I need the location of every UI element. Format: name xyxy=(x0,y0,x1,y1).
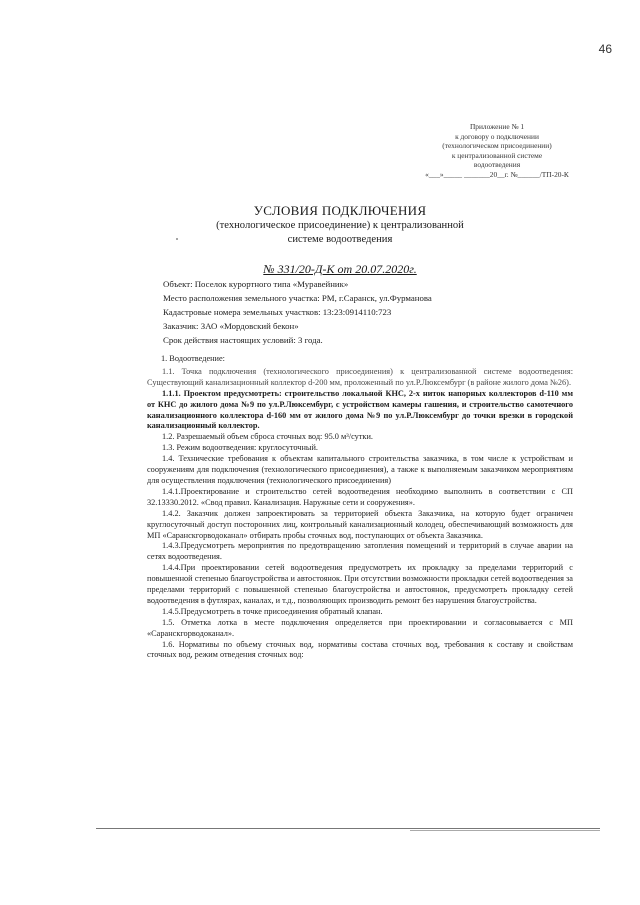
appendix-line: «___»_____ _______20__г. №______/ТП-20-К xyxy=(425,169,569,179)
document-subtitle-line-2: системе водоотведения xyxy=(287,233,393,245)
document-title-block xyxy=(150,203,530,246)
appendix-line: (технологическом присоединении) xyxy=(442,141,552,151)
document-subtitle-line-1: (технологическое присоединение) к централизованной xyxy=(216,220,464,231)
appendix-header xyxy=(392,122,602,180)
document-body xyxy=(147,351,573,661)
paragraph-1-1-1: 1.1.1. Проектом предусмотреть: строительство локальной КНС, 2-х ниток напорных коллекторов d-110 мм от КНС до жилого дома №9 по ул.Р.Люксембург, с устройством камеры гашения, и строительство самотечного канализационного коллектора d-160 мм от жилого дома №9 по ул.Р.Люксембург до точки врезки в городской канализационный коллектор. xyxy=(147,388,573,431)
info-object: Объект: Поселок курортного типа «Муравейник» xyxy=(163,279,349,289)
document-number xyxy=(200,262,480,277)
page-number: 46 xyxy=(598,42,612,56)
scan-edge-line xyxy=(96,828,600,829)
scan-edge-line xyxy=(410,830,600,831)
document-number-text: № 331/20-Д-К от 20.07.2020г. xyxy=(263,262,417,276)
paragraph-1-4-2: 1.4.2. Заказчик должен запроектировать за территорией объекта Заказчика, на которую будет ограничен круглосуточный доступ посторонних лиц, контрольный канализационный колодец, обеспечивающий возможность для МП «Саранскгорводоканал» отбирать пробы сточных вод, поступающих от объекта Заказчика. xyxy=(147,508,573,540)
paragraph-1-4-4: 1.4.4.При проектировании сетей водоотведения предусмотреть их прокладку за пределами территорий с повышенной степенью благоустройства и автостоянок. При отсутствии возможности прокладки сетей водоотведения за пределами территорий с повышенной степенью благоустройства и автостоянок, предусмотреть прокладку сетей водоотведения в футлярах, каналах, и т.д., позволяющих производить ремонт без нарушения благоустройства. xyxy=(147,563,573,605)
paragraph-1-4: 1.4. Технические требования к объектам капитального строительства заказчика, в том числе к устройствам и сооружениям для подключения (технологического присоединения), а также к выполняемым заказчиком мероприятиям для осуществления подключения (технологического присоединения) xyxy=(147,454,573,485)
paragraph-1-2: 1.2. Разрешаемый объем сброса сточных вод: 95.0 м³/сутки. xyxy=(162,432,373,442)
paragraph-1-5: 1.5. Отметка лотка в месте подключения определяется при проектировании и согласовывается с МП «Саранскгорводоканал». xyxy=(147,617,573,638)
appendix-line: водоотведения xyxy=(473,160,521,170)
paragraph-1-6: 1.6. Нормативы по объему сточных вод, нормативы состава сточных вод, требования к составу и свойствам сточных вод, режим отведения сточных вод: xyxy=(147,639,573,660)
info-validity: Срок действия настоящих условий: 3 года. xyxy=(163,334,323,345)
scan-speck xyxy=(176,238,178,240)
info-location: Место расположения земельного участка: РМ, г.Саранск, ул.Фурманова xyxy=(163,292,432,303)
paragraph-1-3: 1.3. Режим водоотведения: круглосуточный. xyxy=(162,443,318,453)
document-title: УСЛОВИЯ ПОДКЛЮЧЕНИЯ xyxy=(253,203,427,218)
info-customer: Заказчик: ЗАО «Мордовский бекон» xyxy=(163,320,299,331)
section-heading: 1. Водоотведение: xyxy=(161,354,225,363)
appendix-line: к централизованной системе xyxy=(451,150,543,160)
paragraph-1-4-5: 1.4.5.Предусмотреть в точке присоединения обратный клапан. xyxy=(162,606,383,616)
paragraph-1-4-1: 1.4.1.Проектирование и строительство сетей водоотведения необходимо выполнить в соответствии с СП 32.13330.2012. «Свод правил. Канализация. Наружные сети и сооружения». xyxy=(147,486,573,507)
paragraph-1-4-3: 1.4.3.Предусмотреть мероприятия по предотвращению затопления помещений и территорий в случае аварии на сетях водоотведения. xyxy=(147,541,573,562)
appendix-line: Приложение № 1 xyxy=(469,122,525,131)
appendix-line: к договору о подключении xyxy=(455,131,539,141)
info-cadastral: Кадастровые номера земельных участков: 13:23:0914110:723 xyxy=(163,306,392,317)
paragraph-1-1: 1.1. Точка подключения (технологического присоединения) к централизованной системе водоотведения: Существующий канализационный коллектор d-200 мм, проложенный по ул.Р.Люксембург (в районе жилого дома №26). xyxy=(147,366,573,387)
object-info xyxy=(163,278,583,348)
